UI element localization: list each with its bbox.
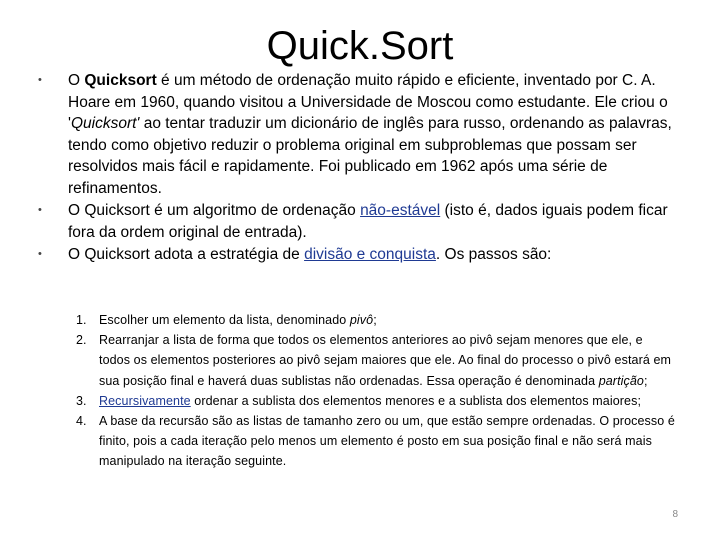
link-divisao-e-conquista[interactable]: divisão e conquista (304, 246, 436, 263)
bullet-text: O Quicksort é um algoritmo de ordenação (68, 202, 361, 219)
bullet-text: ao tentar traduzir um dicionário de inglês para russo, ordenando as palavras, tendo como objetivo reduzir o problema original em subproblemas que possam ser resolvidos mais fácil e rapidamente. Foi publicado em 1962 após uma série de refinamentos. (68, 115, 672, 197)
bullet-dot-icon: • (38, 248, 42, 260)
bullet-text: é um método de ordenação muito rápido e eficiente, inventado por C. A. Hoare em 1960, quando visitou a Universidade de Moscou como estudante. Ele criou o ' (68, 72, 668, 132)
step-text: ordenar a sublista dos elementos menores e a sublista dos elementos maiores; (190, 393, 642, 408)
bullet-text: (isto é, dados iguais podem ficar fora da ordem original de entrada). (68, 202, 668, 241)
bullet-dot-icon: • (38, 204, 42, 216)
step-text: Rearranjar a lista de forma que todos os elementos anteriores ao pivô sejam menores que ele, e todos os elementos posteriores ao pivô sejam maiores que ele. Ao final do processo o pivô estará em sua posição final e haverá duas sublistas não ordenadas. Essa operação é denominada (99, 333, 672, 388)
step-text: ; (373, 313, 377, 327)
bullet-text: O Quicksort adota a estratégia de (68, 246, 305, 263)
bold-term: Quicksort (84, 72, 157, 89)
step-text: Escolher um elemento da lista, denominado (99, 313, 350, 327)
link-recursivamente[interactable]: Recursivamente (99, 393, 191, 408)
step-number: 2. (76, 333, 87, 348)
bullet-item (38, 244, 688, 266)
step-item (76, 391, 676, 411)
step-number: 1. (76, 313, 87, 327)
italic-term: partição (598, 373, 644, 388)
step-text: A base da recursão são as listas de tamanho zero ou um, que estão sempre ordenadas. O processo é finito, pois a cada iteração pelo menos um elemento é posto em sua posição final e não será mais manipulado na iteração seguinte. (99, 414, 675, 469)
step-item (76, 411, 676, 472)
italic-term: Quicksort' (70, 115, 140, 132)
step-number: 4. (76, 414, 87, 429)
step-number: 3. (76, 393, 87, 408)
bullet-text: O (68, 72, 85, 89)
step-text: ; (643, 373, 648, 388)
link-nao-estavel[interactable]: não-estável (360, 202, 441, 219)
bullet-list (38, 70, 688, 267)
steps-list (76, 310, 676, 472)
slide-title: Quick.Sort (266, 24, 454, 68)
bullet-text: . Os passos são: (435, 246, 552, 263)
step-item (76, 330, 676, 391)
bullet-item (38, 200, 688, 243)
italic-term: pivô (349, 313, 374, 327)
bullet-item (38, 70, 688, 199)
page-number: 8 (672, 509, 678, 520)
bullet-dot-icon: • (38, 74, 42, 86)
step-item (76, 310, 676, 330)
